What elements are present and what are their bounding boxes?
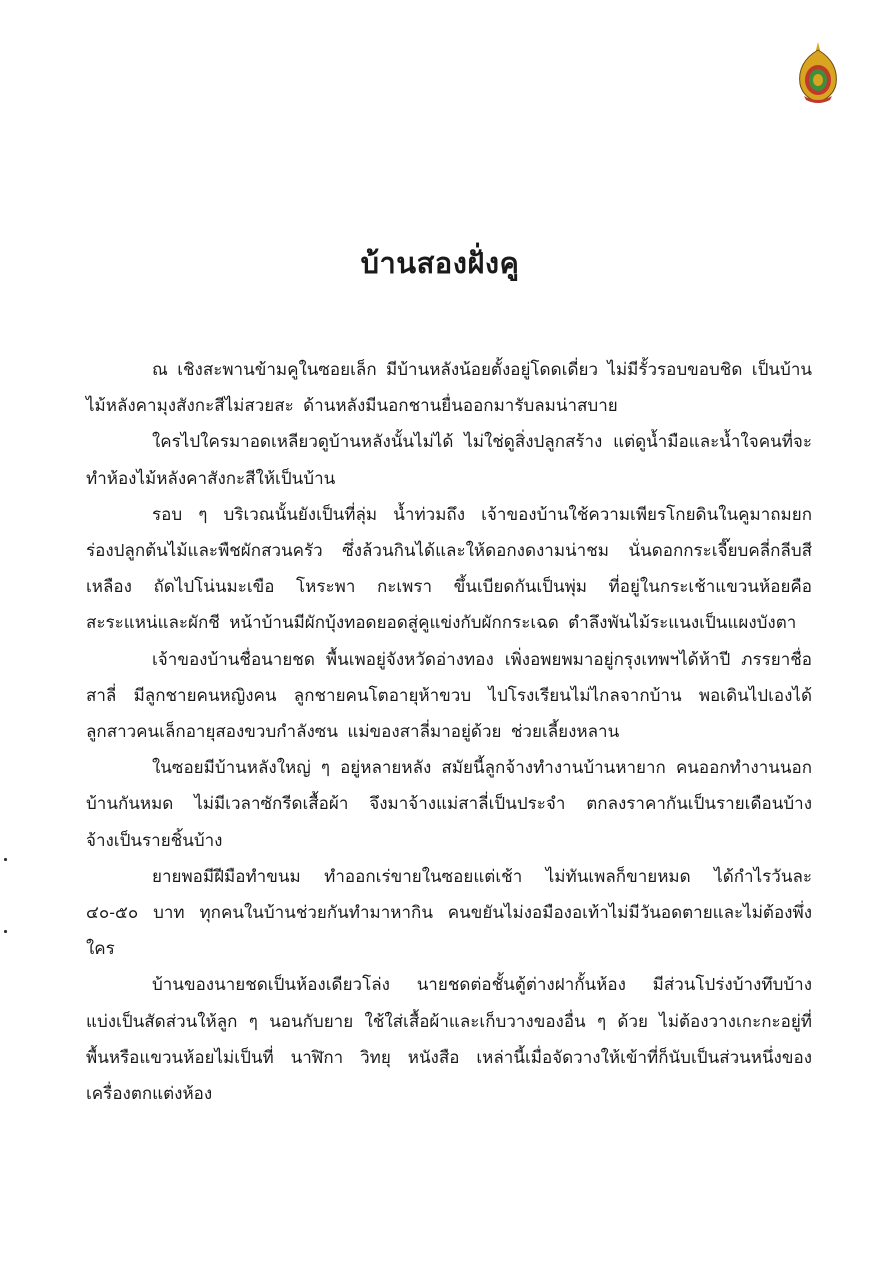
paragraph: ใครไปใครมาอดเหลียวดูบ้านหลังนั้นไม่ได้ ไม่ใช่ดูสิ่งปลูกสร้าง แต่ดูน้ำมือและน้ำใจคนที่จะทำห้องไม้หลังคาสังกะสีให้เป็นบ้าน xyxy=(86,432,812,489)
ministry-emblem-icon xyxy=(794,40,842,104)
scan-speck xyxy=(4,858,7,861)
paragraph: ยายพอมีฝีมือทำขนม ทำออกเร่ขายในซอยแต่เช้า ไม่ทันเพลก็ขายหมด ได้กำไรวันละ ๔๐-๕๐ บาท ทุกคนในบ้านช่วยกันทำมาหากิน คนขยันไม่งอมืองอเท้าไม่มีวันอดตายและไม่ต้องพึ่งใคร xyxy=(86,866,812,960)
paragraph: บ้านของนายชดเป็นห้องเดียวโล่ง นายชดต่อชั้นตู้ต่างฝากั้นห้อง มีส่วนโปร่งบ้างทึบบ้าง แบ่งเป็นสัดส่วนให้ลูก ๆ นอนกับยาย ใช้ใส่เสื้อผ้าและเก็บวางของอื่น ๆ ด้วย ไม่ต้องวางเกะกะอยู่ที่พื้นหรือแขวนห้อยไม่เป็นที่ นาฬิกา วิทยุ หนังสือ เหล่านี้เมื่อจัดวางให้เข้าที่ก็นับเป็นส่วนหนึ่งของเครื่องตกแต่งห้อง xyxy=(86,975,812,1105)
paragraph: รอบ ๆ บริเวณนั้นยังเป็นที่ลุ่ม น้ำท่วมถึง เจ้าของบ้านใช้ความเพียรโกยดินในคูมาถมยกร่องปลูกต้นไม้และพืชผักสวนครัว ซึ่งล้วนกินได้และให้ดอกงดงามน่าชม นั่นดอกกระเจี๊ยบคลี่กลีบสีเหลือง ถัดไปโน่นมะเขือ โหระพา กะเพรา ขึ้นเบียดกันเป็นพุ่ม ที่อยู่ในกระเช้าแขวนห้อยคือสะระแหน่และผักชี หน้าบ้านมีผักบุ้งทอดยอดสู่คูแข่งกับผักกระเฉด ตำลึงพันไม้ระแนงเป็นแผงบังตา xyxy=(86,504,812,634)
scan-speck xyxy=(4,930,7,933)
paragraph: ณ เชิงสะพานข้ามคูในซอยเล็ก มีบ้านหลังน้อยตั้งอยู่โดดเดี่ยว ไม่มีรั้วรอบขอบชิด เป็นบ้านไม้หลังคามุงสังกะสีไม่สวยสะ ด้านหลังมีนอกชานยื่นออกมารับลมน่าสบาย xyxy=(86,360,812,417)
document-body xyxy=(86,352,812,1112)
paragraph: เจ้าของบ้านชื่อนายชด พื้นเพอยู่จังหวัดอ่างทอง เพิ่งอพยพมาอยู่กรุงเทพฯได้ห้าปี ภรรยาชื่อสาลี่ มีลูกชายคนหญิงคน ลูกชายคนโตอายุห้าขวบ ไปโรงเรียนไม่ไกลจากบ้าน พอเดินไปเองได้ ลูกสาวคนเล็กอายุสองขวบกำลังซน แม่ของสาลี่มาอยู่ด้วย ช่วยเลี้ยงหลาน xyxy=(86,649,812,743)
paragraph: ในซอยมีบ้านหลังใหญ่ ๆ อยู่หลายหลัง สมัยนี้ลูกจ้างทำงานบ้านหายาก คนออกทำงานนอกบ้านกันหมด ไม่มีเวลาซักรีดเสื้อผ้า จึงมาจ้างแม่สาลี่เป็นประจำ ตกลงราคากันเป็นรายเดือนบ้าง จ้างเป็นรายชิ้นบ้าง xyxy=(86,758,812,851)
document-title: บ้านสองฝั่งคู xyxy=(360,246,520,280)
